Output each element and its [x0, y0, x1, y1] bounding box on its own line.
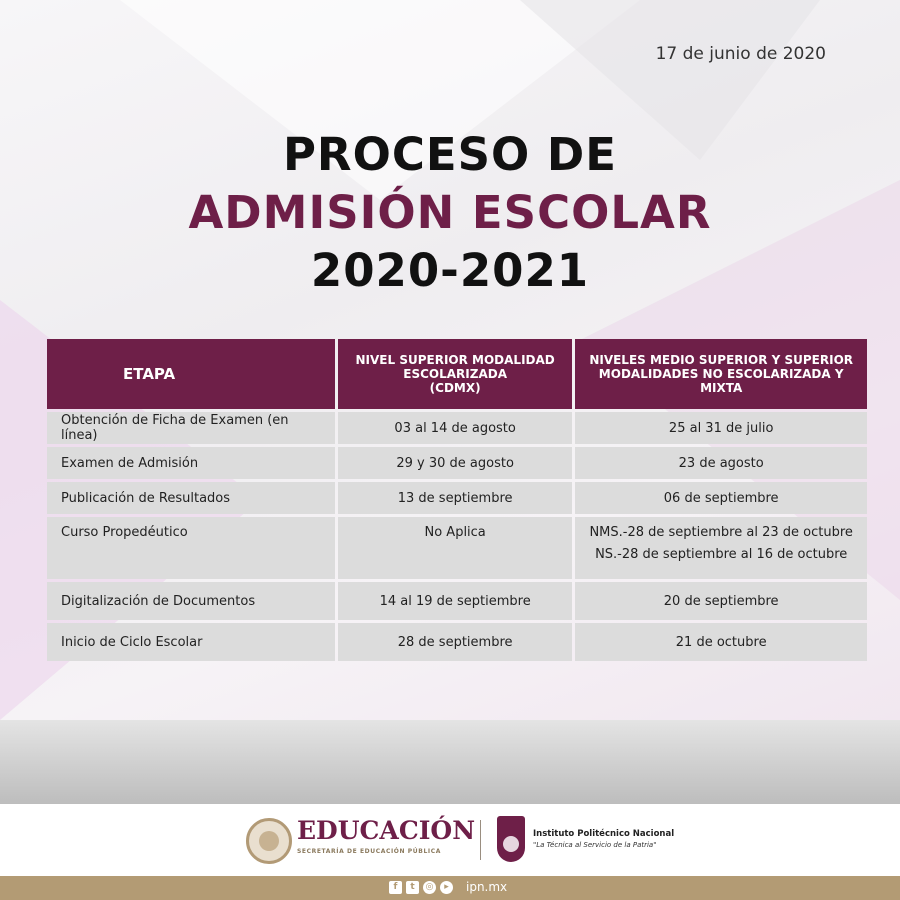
title-line-2: ADMISIÓN ESCOLAR [188, 186, 712, 239]
superior-date-cell: 03 al 14 de agosto [338, 412, 572, 444]
header-etapa: ETAPA [47, 339, 335, 409]
educacion-brand: EDUCACIÓN [297, 816, 476, 845]
website-link[interactable]: ipn.mx [466, 880, 508, 894]
ipn-name: Instituto Politécnico Nacional [533, 829, 675, 839]
table-row [47, 582, 867, 620]
schedule-table [44, 336, 870, 664]
table-row [47, 482, 867, 514]
superior-date-cell: 29 y 30 de agosto [338, 447, 572, 479]
stage-cell: Inicio de Ciclo Escolar [47, 623, 335, 661]
superior-date-cell: No Aplica [338, 517, 572, 579]
title-line-3: 2020-2021 [310, 244, 590, 297]
bottom-bar [0, 876, 900, 900]
stage-cell: Examen de Admisión [47, 447, 335, 479]
stage-cell: Curso Propedéutico [47, 517, 335, 579]
twitter-icon[interactable]: t [406, 881, 419, 894]
publication-date: 17 de junio de 2020 [655, 44, 826, 64]
educacion-subtitle: SECRETARÍA DE EDUCACIÓN PÚBLICA [297, 848, 441, 855]
header-niveles-medio: NIVELES MEDIO SUPERIOR Y SUPERIOR MODALIDADES NO ESCOLARIZADA Y MIXTA [575, 339, 867, 409]
header-nivel-superior-main: NIVEL SUPERIOR MODALIDAD ESCOLARIZADA [355, 353, 555, 381]
title-line-1: PROCESO DE [282, 128, 618, 181]
medio-date-cell: 25 al 31 de julio [575, 412, 867, 444]
superior-date-cell: 28 de septiembre [338, 623, 572, 661]
header-nivel-superior [338, 339, 572, 409]
gray-band [0, 720, 900, 804]
table-row [47, 517, 867, 579]
table-header-row [47, 339, 867, 409]
ipn-motto: "La Técnica al Servicio de la Patria" [533, 841, 657, 849]
medio-date-cell: 23 de agosto [575, 447, 867, 479]
stage-cell: Digitalización de Documentos [47, 582, 335, 620]
ipn-logo-icon [497, 816, 525, 862]
table-row [47, 447, 867, 479]
medio-date-cell: 20 de septiembre [575, 582, 867, 620]
logo-divider [480, 820, 481, 860]
superior-date-cell: 13 de septiembre [338, 482, 572, 514]
facebook-icon[interactable]: f [389, 881, 402, 894]
social-icons [389, 881, 453, 894]
medio-date-cell [575, 517, 867, 579]
youtube-icon[interactable]: ▸ [440, 881, 453, 894]
instagram-icon[interactable]: ◎ [423, 881, 436, 894]
medio-date-cell: 06 de septiembre [575, 482, 867, 514]
table-row [47, 412, 867, 444]
medio-date-ns: NS.-28 de septiembre al 16 de octubre [595, 547, 848, 562]
sep-seal-icon [246, 818, 292, 864]
medio-date-cell: 21 de octubre [575, 623, 867, 661]
stage-cell: Obtención de Ficha de Examen (en línea) [47, 412, 335, 444]
stage-cell: Publicación de Resultados [47, 482, 335, 514]
table-row [47, 623, 867, 661]
header-nivel-superior-sub: (CDMX) [429, 381, 481, 395]
superior-date-cell: 14 al 19 de septiembre [338, 582, 572, 620]
footer-logos [0, 804, 900, 878]
medio-date-nms: NMS.-28 de septiembre al 23 de octubre [589, 525, 853, 540]
